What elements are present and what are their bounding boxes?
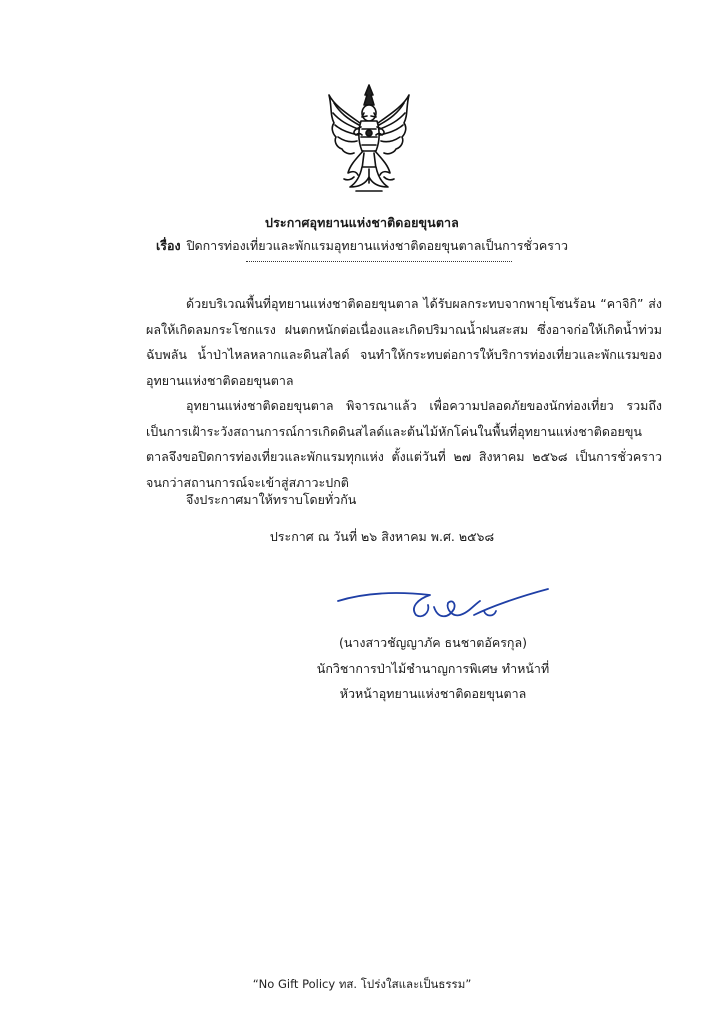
signer-name: (นางสาวชัญญาภัค ธนชาตอัครกุล) (338, 635, 528, 650)
subject-line (0, 236, 724, 256)
announce-date: ประกาศ ณ วันที่ ๒๖ สิงหาคม พ.ศ. ๒๕๖๘ (269, 529, 495, 544)
paragraph-1-text: ด้วยบริเวณพื้นที่อุทยานแห่งชาติดอยขุนตาล ได้รับผลกระทบจากพายุโซนร้อน “คาจิกิ” ส่งผลให้เกิดลมกระโชกแรง ฝนตกหนักต่อเนื่องและเกิดปริมาณน้ำฝนสะสม ซึ่งอาจก่อให้เกิดน้ำท่วมฉับพลัน น้ำป่าไหลหลากและดินสไลด์ จนทำให้กระทบต่อการให้บริการท่องเที่ยวและพักแรมของอุทยานแห่งชาติดอยขุนตาล (146, 296, 662, 388)
body-paragraph-2 (146, 393, 662, 495)
subject-label: เรื่อง (155, 238, 181, 253)
paragraph-2-text: อุทยานแห่งชาติดอยขุนตาล พิจารณาแล้ว เพื่อความปลอดภัยของนักท่องเที่ยว รวมถึงเป็นการเฝ้าระวังสถานการณ์การเกิดดินสไลด์และต้นไม้หักโค่นในพื้นที่อุทยานแห่งชาติดอยขุนตาลจึงขอปิดการท่องเที่ยวและพักแรมทุกแห่ง ตั้งแต่วันที่ ๒๗ สิงหาคม ๒๕๖๘ เป็นการชั่วคราวจนกว่าสถานการณ์จะเข้าสู่สภาวะปกติ (146, 398, 662, 490)
announcement-title: ประกาศอุทยานแห่งชาติดอยขุนตาล (265, 215, 459, 230)
dotted-divider (246, 261, 512, 262)
signer-position: นักวิชาการป่าไม้ชำนาญการพิเศษ ทำหน้าที่ (316, 661, 550, 676)
signature-icon (334, 585, 554, 625)
closing-line: จึงประกาศมาให้ทราบโดยทั่วกัน (186, 492, 357, 507)
garuda-emblem-icon (326, 83, 412, 195)
signer-role: หัวหน้าอุทยานแห่งชาติดอยขุนตาล (339, 686, 527, 701)
subject-text: ปิดการท่องเที่ยวและพักแรมอุทยานแห่งชาติดอยขุนตาลเป็นการชั่วคราว (186, 238, 569, 253)
no-gift-policy-footer: “No Gift Policy ทส. โปร่งใสและเป็นธรรม” (252, 977, 472, 991)
body-paragraph-1 (146, 291, 662, 393)
